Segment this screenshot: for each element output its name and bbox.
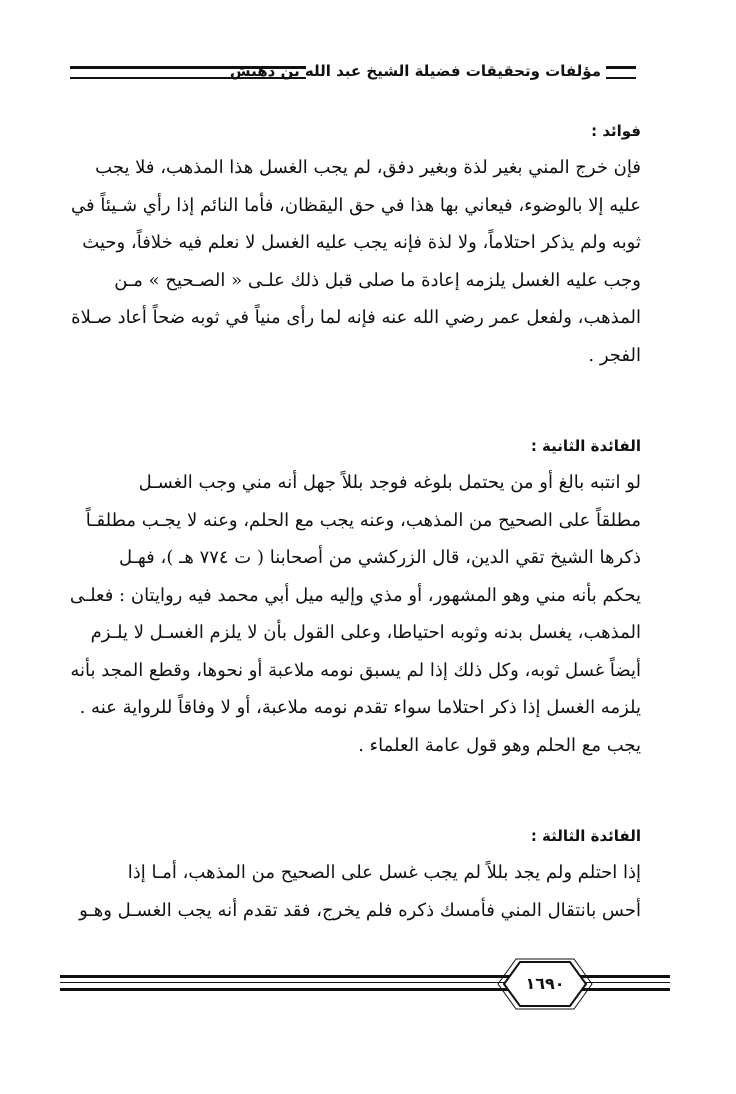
text-line: يلزمه الغسل إذا ذكر احتلاما سواء تقدم نومه ملاعبة، أو لا وفاقاً للرواية عنه . <box>79 697 641 718</box>
text-line: ثوبه ولم يذكر احتلاماً، ولا لذة فإنه يجب عليه الغسل لا نعلم فيه خلافاً، وحيث <box>82 232 641 253</box>
paragraph <box>66 149 641 374</box>
text-line: وجب عليه الغسل يلزمه إعادة ما صلى قبل ذلك علـى « الصـحيح » مـن <box>114 269 641 291</box>
header-rule <box>70 66 306 79</box>
text-line: ذكرها الشيخ تقي الدين، قال الزركشي من أصحابنا ( ت ٧٧٤ هـ )، فهـل <box>118 547 641 568</box>
page-number-badge <box>494 958 596 1010</box>
page-number: ١٦٩٠ <box>525 974 565 993</box>
section-heading: فوائد : <box>591 122 641 140</box>
text-line: الفجر . <box>588 344 641 366</box>
section-fawaid <box>66 113 641 374</box>
header-rule-short <box>606 66 636 79</box>
text-line: عليه إلا بالوضوء، فيعاني بها هذا في حق اليقظان، فأما النائم إذا رأي شـيئاً في <box>71 194 641 216</box>
text-line: المذهب، ولفعل عمر رضي الله عنه فإنه لما رأى منياً في ثوبه ضحاً أعاد صـلاة <box>71 307 641 328</box>
running-header-title: مؤلفات وتحقيقات فضيلة الشيخ عبد الله بن دهيش <box>229 62 601 80</box>
text-line: مطلقاً على الصحيح من المذهب، وعنه يجب مع الحلم، وعنه لا يجـب مطلقـاً <box>85 509 641 531</box>
main-text <box>66 113 641 929</box>
text-line: إذا احتلم ولم يجد بللاً لم يجب غسل على الصحيح من المذهب، أمـا إذا <box>127 862 641 883</box>
section-heading: الفائدة الثالثة : <box>530 827 641 845</box>
text-line: أحس بانتقال المني فأمسك ذكره فلم يخرج، فقد تقدم أنه يجب الغسـل وهـو <box>79 899 641 921</box>
text-line: فإن خرج المني بغير لذة وبغير دفق، لم يجب الغسل هذا المذهب، فلا يجب <box>95 157 641 178</box>
text-line: يجب مع الحلم وهو قول عامة العلماء . <box>358 734 641 756</box>
section-heading: الفائدة الثانية : <box>530 437 641 455</box>
paragraph <box>66 464 641 764</box>
text-line: لو انتبه بالغ أو من يحتمل بلوغه فوجد بللاً جهل أنه مني وجب الغسـل <box>138 472 641 493</box>
text-line: أيضاً غسل ثوبه، وكل ذلك إذا لم يسبق نومه ملاعبة أو نحوها، وقطع المجد بأنه <box>70 659 641 681</box>
section-third-benefit <box>66 818 641 929</box>
section-second-benefit <box>66 428 641 764</box>
text-line: يحكم بأنه مني وهو المشهور، أو مذي وإليه ميل أبي محمد فيه روايتان : فعلـى <box>69 584 641 606</box>
paragraph <box>66 854 641 929</box>
text-line: المذهب، يغسل بدنه وثوبه احتياطا، وعلى القول بأن لا يلزم الغسـل لا يلـزم <box>90 622 641 643</box>
